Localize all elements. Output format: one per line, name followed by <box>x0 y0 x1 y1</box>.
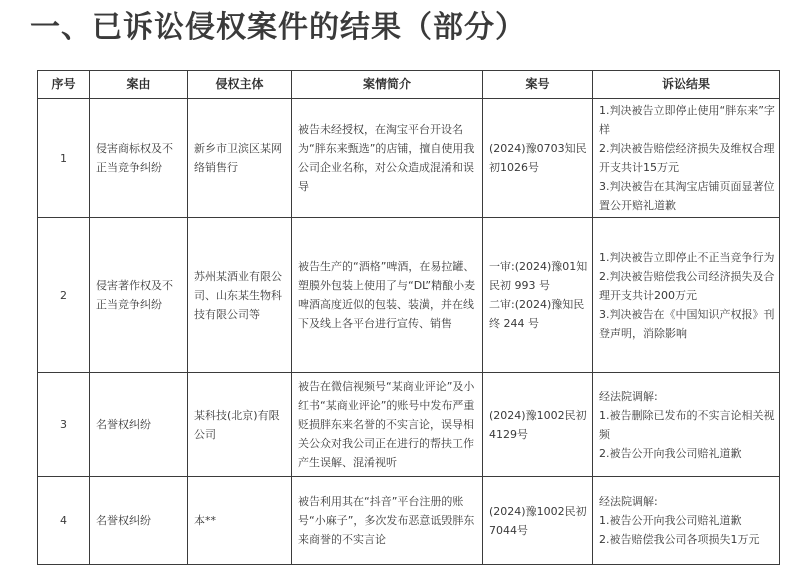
result-line: 经法院调解: <box>599 389 658 403</box>
header-case-no: 案号 <box>483 71 593 99</box>
row-cause: 侵害商标权及不正当竞争纠纷 <box>90 99 188 218</box>
row-result <box>593 99 780 218</box>
header-summary: 案情简介 <box>292 71 483 99</box>
case-no-second-instance: 二审:(2024)豫知民终 244 号 <box>489 298 585 330</box>
page-title: 一、已诉讼侵权案件的结果（部分） <box>30 10 526 45</box>
table-row <box>38 373 780 477</box>
row-index: 1 <box>38 99 90 218</box>
header-index: 序号 <box>38 71 90 99</box>
result-line: 经法院调解: <box>599 495 658 508</box>
header-subject: 侵权主体 <box>188 71 292 99</box>
row-case-no: (2024)豫0703知民初1026号 <box>483 99 593 218</box>
header-result: 诉讼结果 <box>593 71 780 99</box>
row-result <box>593 218 780 373</box>
row-case-no: (2024)豫1002民初7044号 <box>483 477 593 565</box>
row-summary: 被告生产的“酒格”啤酒，在易拉罐、塑膜外包装上使用了与“DL”精酿小麦啤酒高度近似的包装、装潢，并在线下及线上各平台进行宣传、销售 <box>292 218 483 373</box>
row-index: 2 <box>38 218 90 373</box>
row-cause: 侵害著作权及不正当竞争纠纷 <box>90 218 188 373</box>
row-subject: 苏州某酒业有限公司、山东某生物科技有限公司等 <box>188 218 292 373</box>
row-result <box>593 373 780 477</box>
result-line: 1.判决被告立即停止使用“胖东来”字样 <box>599 104 775 136</box>
row-index: 3 <box>38 373 90 477</box>
litigation-results-table <box>37 70 780 565</box>
table-row <box>38 477 780 565</box>
header-cause: 案由 <box>90 71 188 99</box>
result-line: 1.被告公开向我公司赔礼道歉 <box>599 514 742 527</box>
result-line: 2.被告赔偿我公司各项损失1万元 <box>599 533 760 546</box>
result-line: 1.判决被告立即停止不正当竞争行为 <box>599 250 775 264</box>
table-header-row <box>38 71 780 99</box>
table-row <box>38 99 780 218</box>
row-subject: 本** <box>188 477 292 565</box>
row-subject: 新乡市卫滨区某网络销售行 <box>188 99 292 218</box>
row-summary: 被告利用其在“抖音”平台注册的账号“小麻子”，多次发布恶意诋毁胖东来商誉的不实言论 <box>292 477 483 565</box>
row-cause: 名誉权纠纷 <box>90 477 188 565</box>
row-summary: 被告在微信视频号“某商业评论”及小红书“某商业评论”的账号中发布严重贬损胖东来名誉的不实言论，误导相关公众对我公司正在进行的帮扶工作产生误解、混淆视听 <box>292 373 483 477</box>
table-row <box>38 218 780 373</box>
row-subject: 某科技(北京)有限公司 <box>188 373 292 477</box>
result-line: 2.判决被告赔偿经济损失及维权合理开支共计15万元 <box>599 142 775 174</box>
row-summary: 被告未经授权，在淘宝平台开设名为“胖东来甄选”的店铺，擅自使用我公司企业名称，对公众造成混淆和误导 <box>292 99 483 218</box>
result-line: 3.判决被告在《中国知识产权报》刊登声明，消除影响 <box>599 307 775 340</box>
result-line: 2.判决被告赔偿我公司经济损失及合理开支共计200万元 <box>599 269 775 302</box>
row-result <box>593 477 780 565</box>
row-case-no: (2024)豫1002民初4129号 <box>483 373 593 477</box>
case-no-first-instance: 一审:(2024)豫01知民初 993 号 <box>489 260 588 292</box>
result-line: 1.被告删除已发布的不实言论相关视频 <box>599 408 775 441</box>
row-cause: 名誉权纠纷 <box>90 373 188 477</box>
result-line: 3.判决被告在其淘宝店铺页面显著位置公开赔礼道歉 <box>599 180 775 212</box>
result-line: 2.被告公开向我公司赔礼道歉 <box>599 446 742 460</box>
row-case-no <box>483 218 593 373</box>
row-index: 4 <box>38 477 90 565</box>
